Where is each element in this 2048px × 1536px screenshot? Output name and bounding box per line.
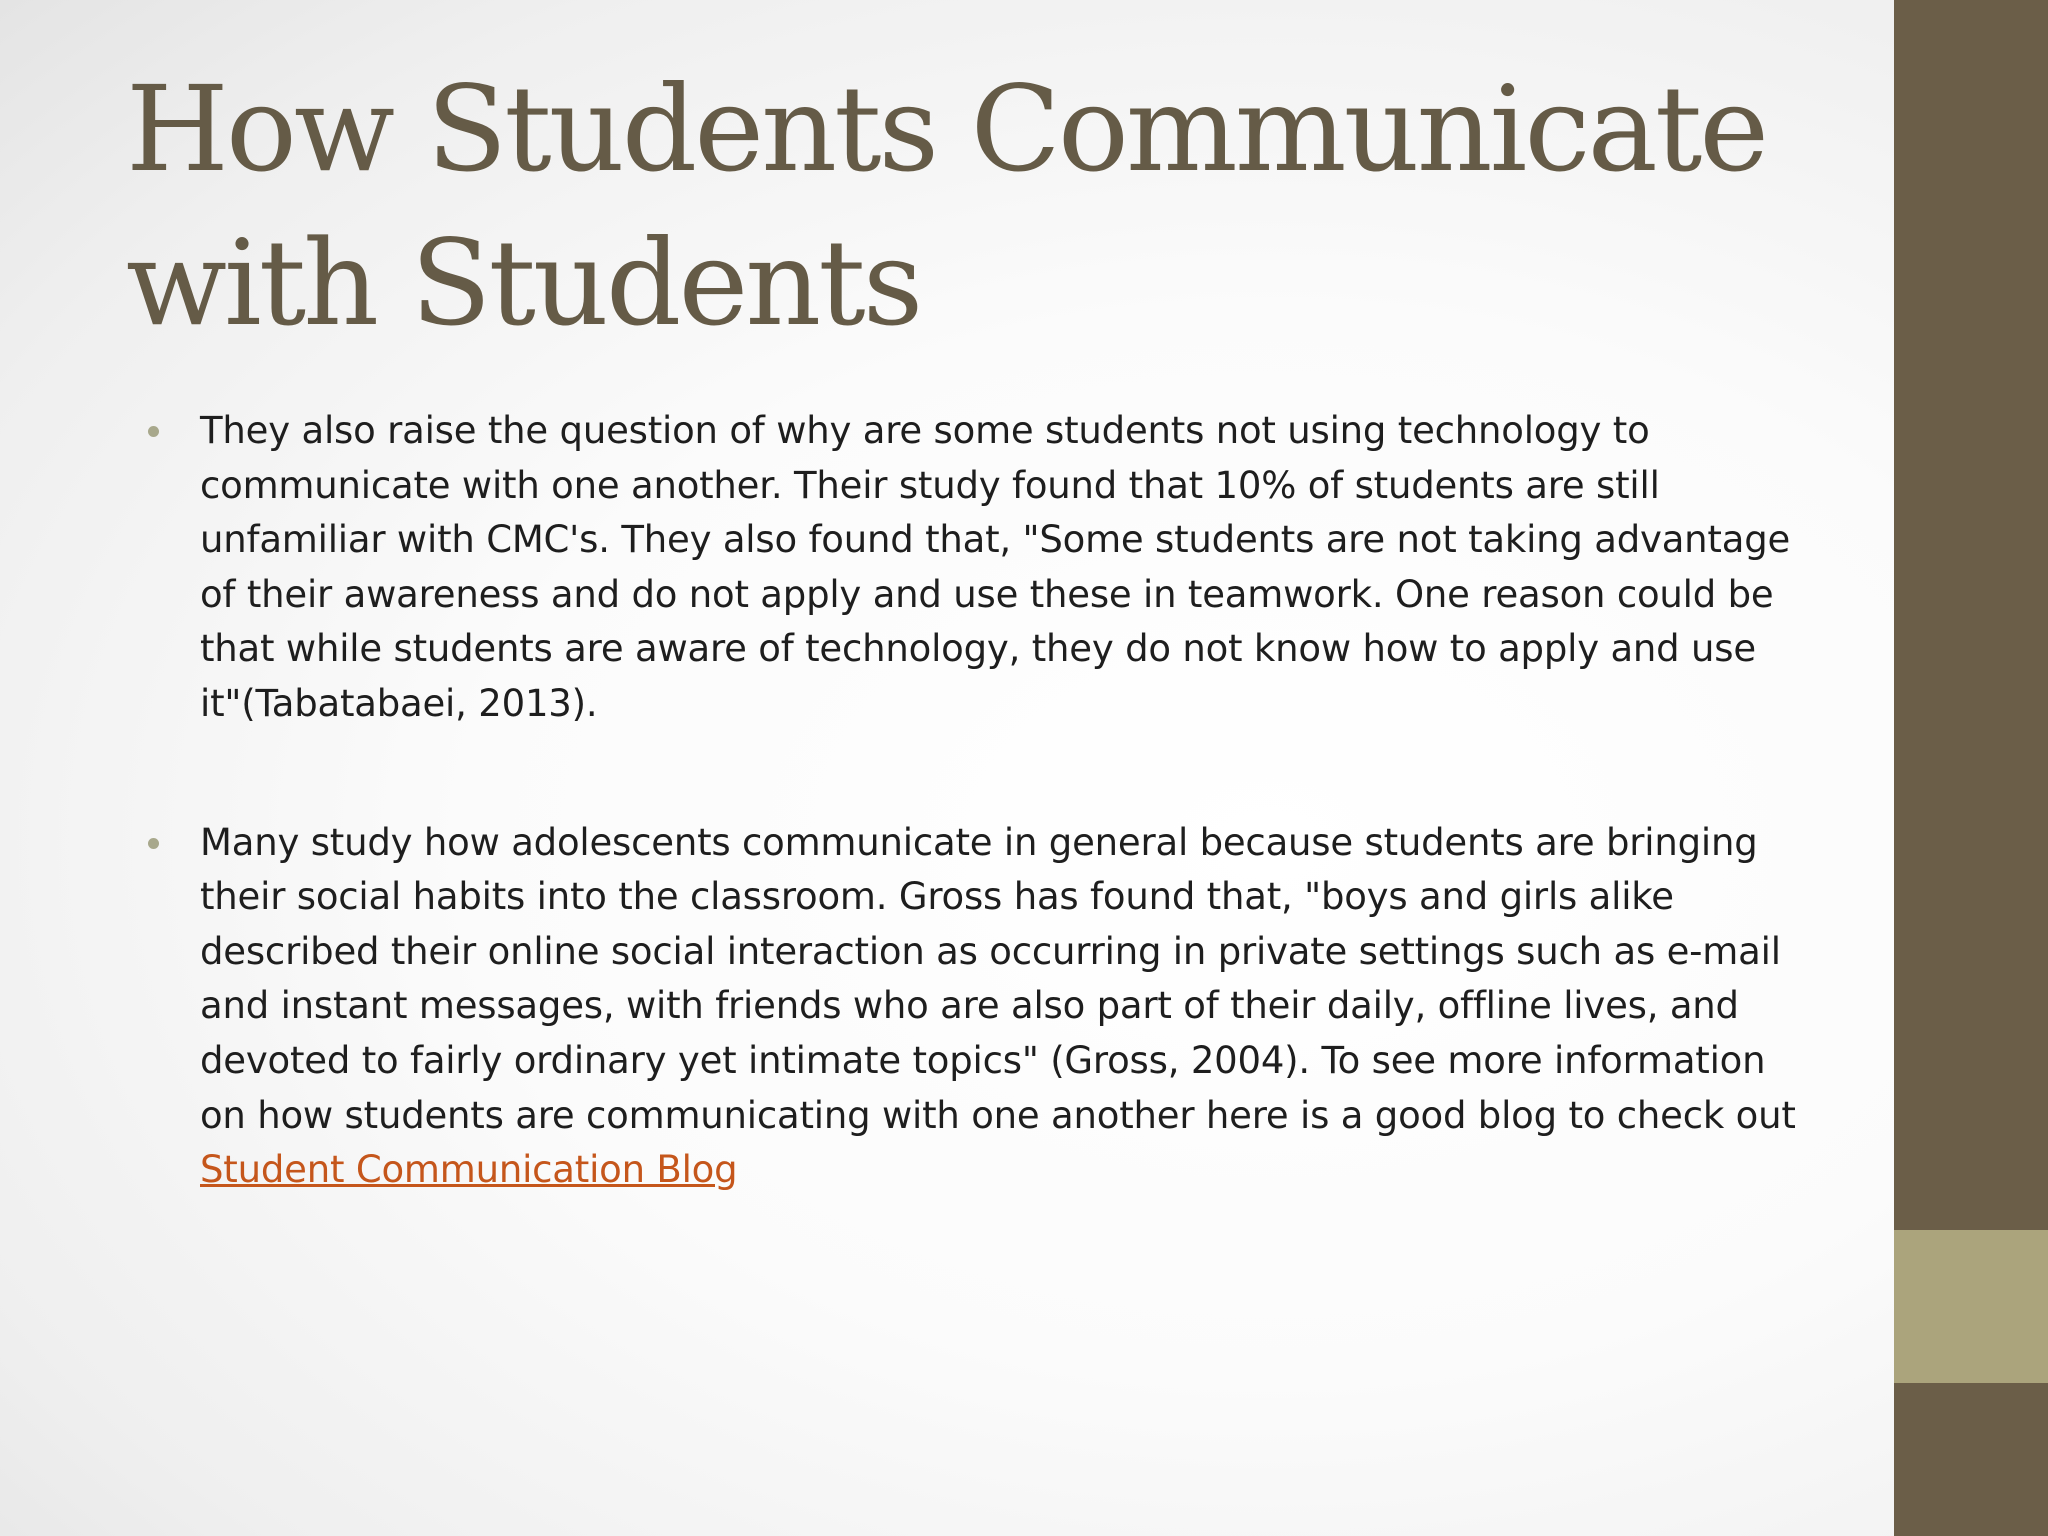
slide-content — [140, 404, 1800, 1198]
bullet-text: Many study how adolescents communicate in general because students are bringing their social habits into the classroom. Gross has found that, "boys and girls alike described their online social interaction as occurring in private settings such as e-mail and instant messages, with friends who are also part of their daily, offline lives, and devoted to fairly ordinary yet intimate topics" (Gross, 2004). To see more information on how students are communicating with one another here is a good blog to check out — [200, 820, 1796, 1137]
bullet-item-2 — [140, 816, 1800, 1198]
student-communication-blog-link[interactable]: Student Communication Blog — [200, 1148, 738, 1192]
bullet-dot-icon — [148, 838, 159, 849]
slide-title: How Students Communicate with Students — [126, 60, 1767, 352]
bullet-item-1 — [140, 404, 1800, 732]
sidebar-accent-block — [1894, 1230, 2048, 1383]
bullet-text: They also raise the question of why are some students not using technology to communicate with one another. Their study found that 10% of students are still unfamiliar with CMC's. They also found that, "Some students are not taking advantage of their awareness and do not apply and use these in teamwork. One reason could be that while students are aware of technology, they do not know how to apply and use it"(Tabatabaei, 2013). — [200, 409, 1791, 725]
bullet-dot-icon — [148, 426, 159, 437]
sidebar-decoration — [1894, 0, 2048, 1536]
